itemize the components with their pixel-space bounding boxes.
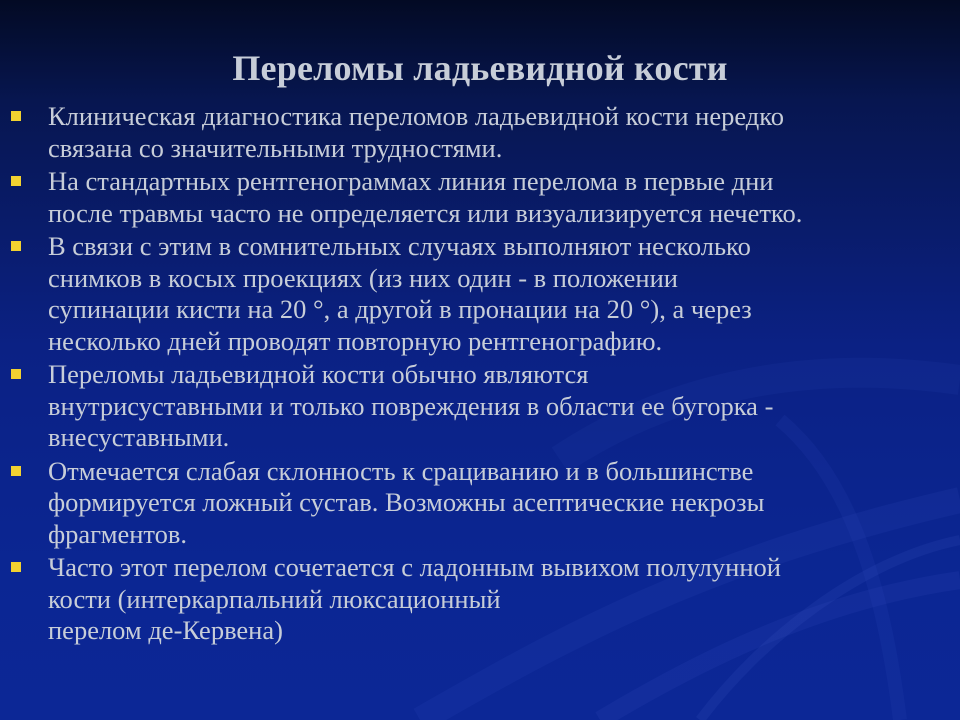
bullet-text: Отмечается слабая склонность к срациванию и в большинстве формируется ложный сустав. Возможны асептические некрозы фрагментов. <box>48 455 765 549</box>
square-bullet-icon <box>11 241 21 251</box>
square-bullet-icon <box>11 562 21 572</box>
square-bullet-icon <box>11 466 21 476</box>
bullet-item <box>0 456 960 551</box>
bullet-item <box>0 166 960 229</box>
slide-title: Переломы ладьевидной кости <box>232 48 728 88</box>
square-bullet-icon <box>11 176 21 186</box>
bullet-text: В связи с этим в сомнительных случаях выполняют несколько снимков в косых проекциях (из них один - в положении супинации кисти на 20 °, а другой в пронации на 20 °), а через несколько дней проводят повторную рентгенографию. <box>48 231 752 356</box>
bullet-text: На стандартных рентгенограммах линия перелома в первые дни после травмы часто не определяется или визуализируется нечетко. <box>48 166 803 228</box>
square-bullet-icon <box>11 369 21 379</box>
bullet-text: Переломы ладьевидной кости обычно являются внутрисуставными и только повреждения в области ее бугорка - внесуставными. <box>48 359 774 452</box>
bullet-text: Часто этот перелом сочетается с ладонным вывихом полулунной кости (интеркарпальний люксационный перелом де-Кервена) <box>48 552 781 645</box>
bullet-item <box>0 231 960 357</box>
bullet-text: Клиническая диагностика переломов ладьевидной кости нередко связана со значительными трудностями. <box>48 101 785 163</box>
bullet-item <box>0 552 960 647</box>
bullet-item <box>0 359 960 454</box>
bullet-list <box>0 101 960 649</box>
bullet-item <box>0 101 960 164</box>
square-bullet-icon <box>11 111 21 121</box>
